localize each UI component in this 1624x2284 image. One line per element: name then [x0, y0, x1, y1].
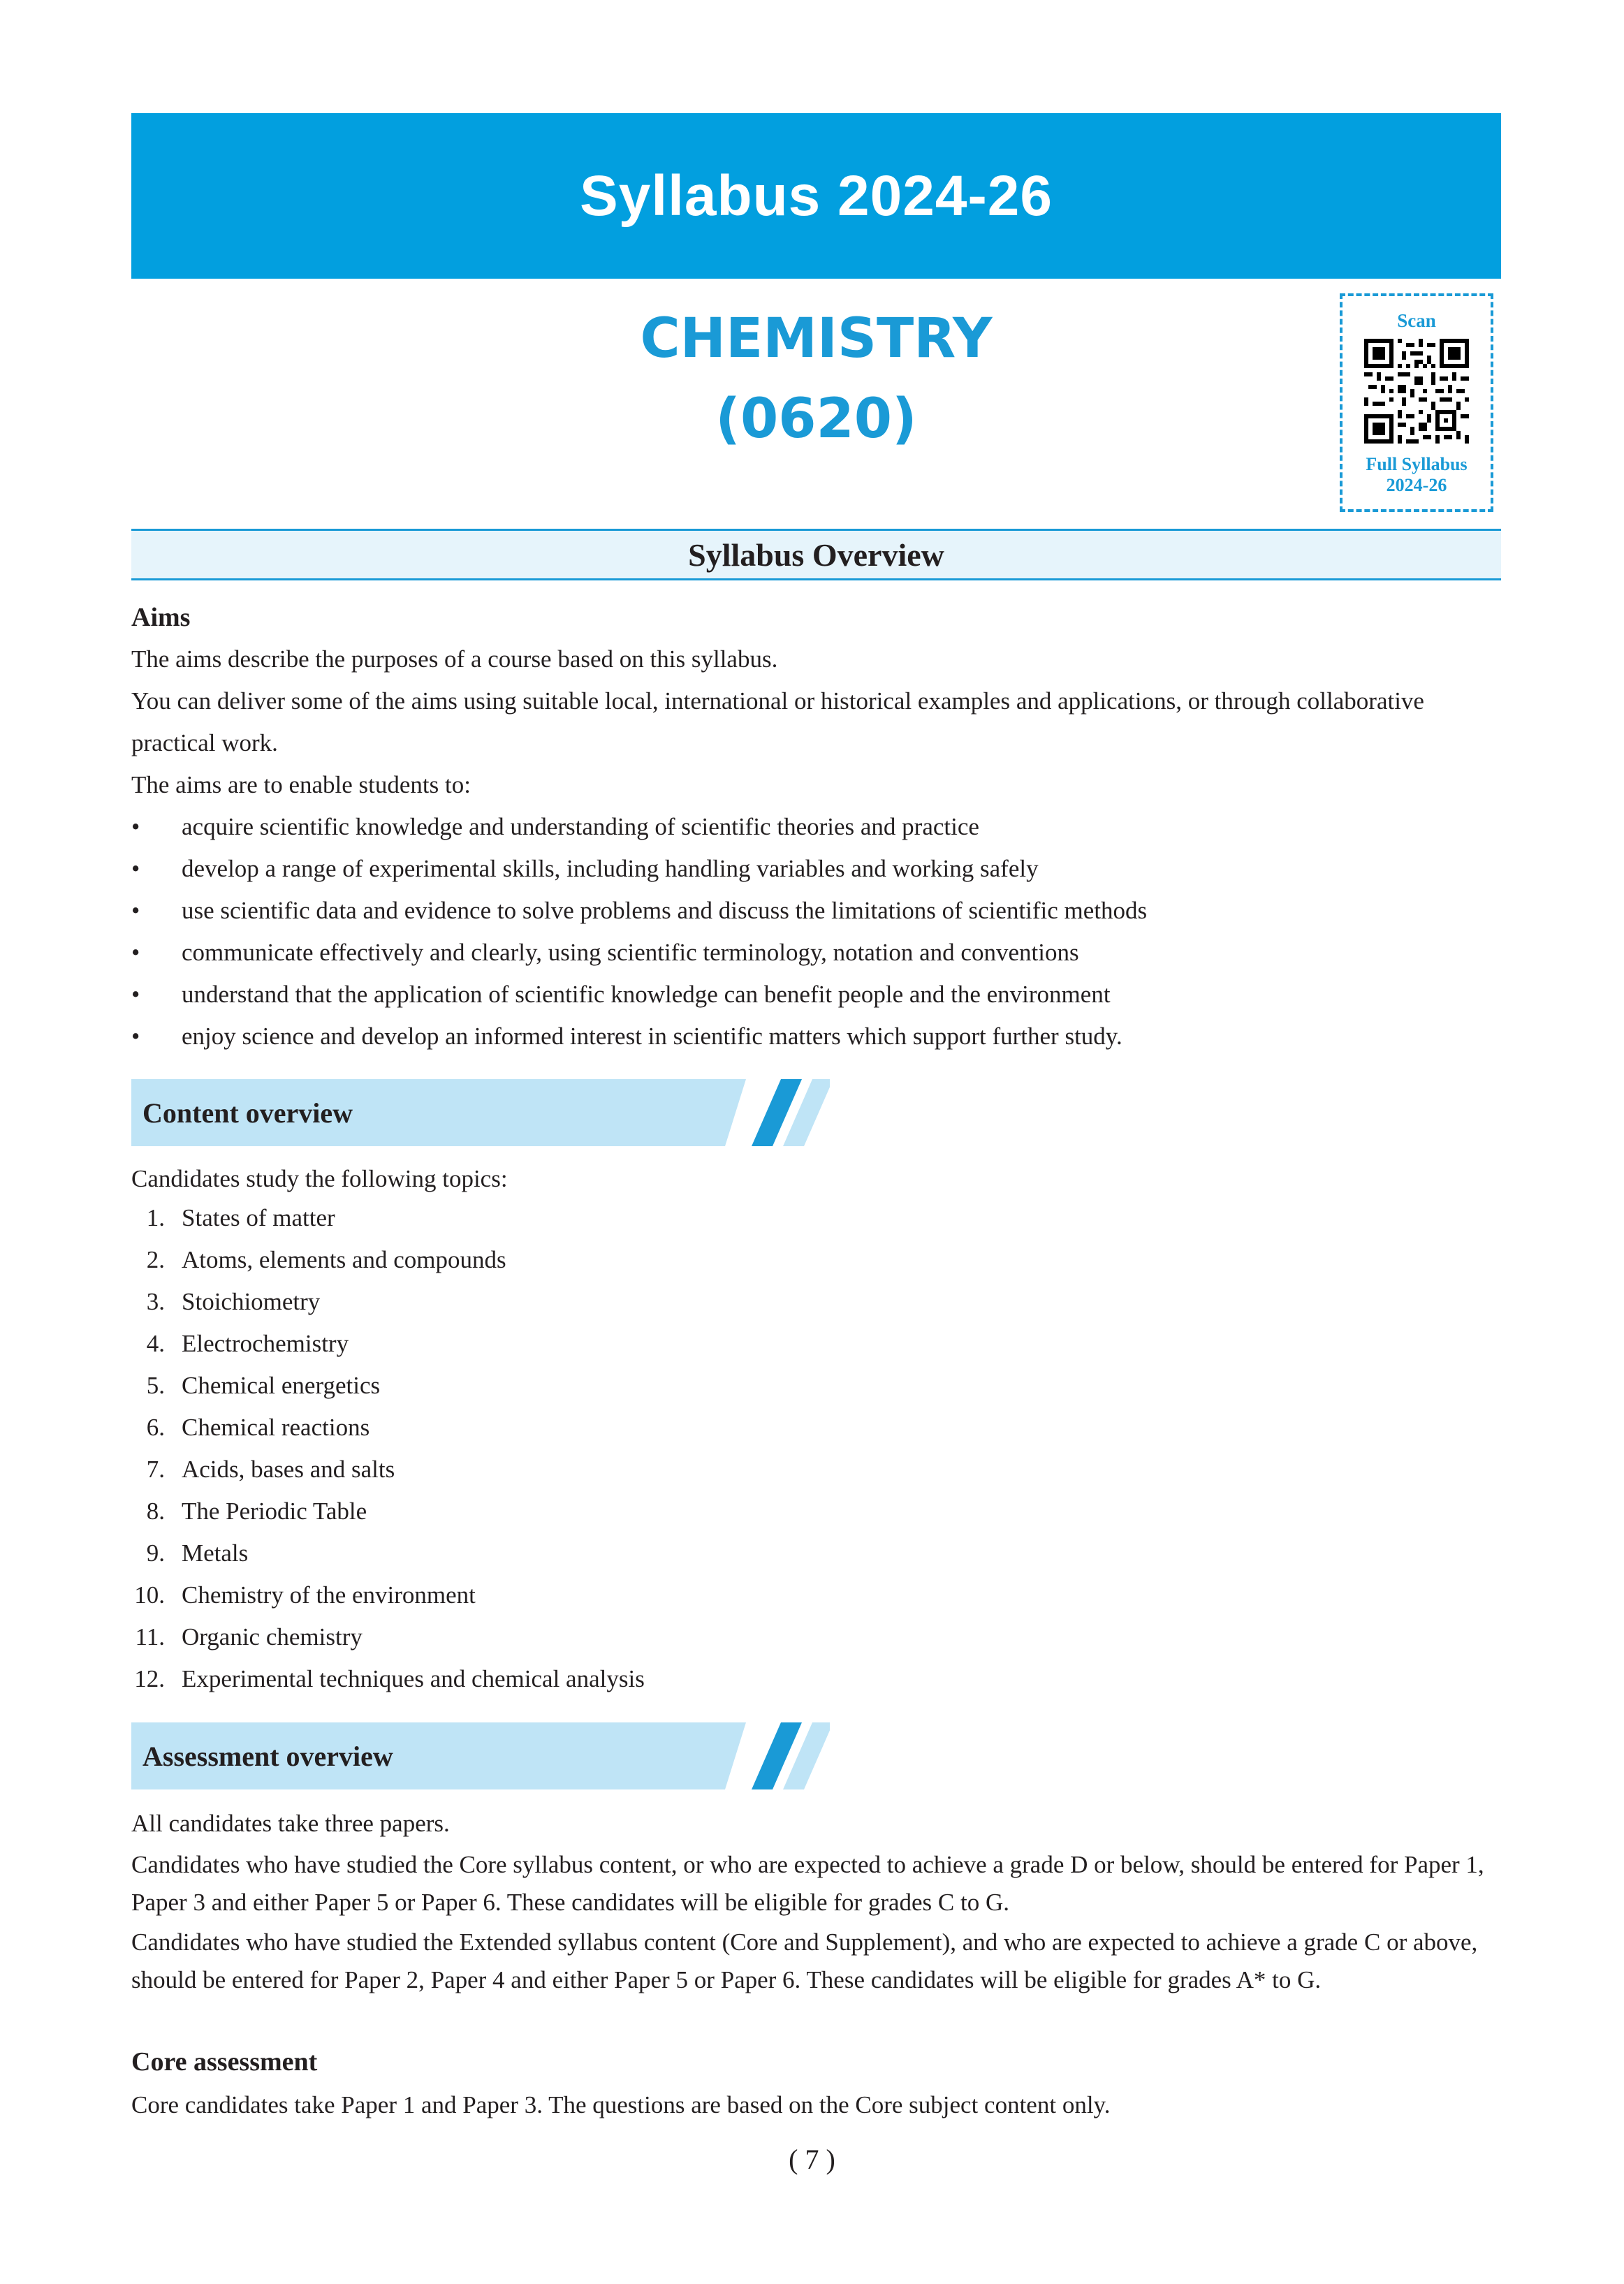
- bullet-icon: •: [131, 897, 140, 924]
- aims-para-3: The aims are to enable students to:: [131, 771, 471, 798]
- subject-name: CHEMISTRY: [640, 307, 993, 370]
- aims-para-1: The aims describe the purposes of a course based on this syllabus.: [131, 645, 778, 673]
- header-banner: [131, 113, 1501, 279]
- aims-para-2: You can deliver some of the aims using suitable local, international or historical examples and applications, or through collaborative practical work.: [131, 687, 1424, 756]
- qr-scan-label: Scan: [1397, 310, 1436, 331]
- core-assessment-text: Core candidates take Paper 1 and Paper 3. The questions are based on the Core subject content only.: [131, 2091, 1111, 2118]
- bullet-icon: •: [131, 813, 140, 840]
- bullet-icon: •: [131, 1023, 140, 1050]
- banner-title: Syllabus 2024-26: [580, 163, 1053, 228]
- qr-scan-box[interactable]: [1340, 293, 1493, 512]
- assessment-para-3: Candidates who have studied the Extended syllabus content (Core and Supplement), and who are expected to achieve a grade C or above, should be entered for Paper 2, Paper 4 and either Paper 5 or Paper 6. These candidates will be eligible for grades A* to G.: [131, 1928, 1478, 1993]
- content-overview-bar: [131, 1079, 830, 1146]
- bullet-icon: •: [131, 855, 140, 882]
- bullet-icon: •: [131, 939, 140, 966]
- qr-caption-line1: Full Syllabus: [1366, 454, 1468, 474]
- qr-caption: [1343, 454, 1491, 496]
- aims-heading: Aims: [131, 603, 191, 632]
- core-assessment-heading: Core assessment: [131, 2047, 318, 2077]
- bullet-icon: •: [131, 981, 140, 1008]
- subject-code: (0620): [715, 388, 917, 451]
- assessment-overview-heading: Assessment overview: [142, 1740, 393, 1772]
- assessment-para-2: Candidates who have studied the Core syllabus content, or who are expected to achieve a grade D or below, should be entered for Paper 1, Paper 3 and either Paper 5 or Paper 6. These candidates will be eligible for grades C to G.: [131, 1851, 1484, 1916]
- qr-caption-line2: 2024-26: [1386, 475, 1447, 495]
- assessment-para-1: All candidates take three papers.: [131, 1810, 450, 1837]
- assessment-overview-bar: [131, 1722, 830, 1789]
- syllabus-overview-bar: [131, 529, 1501, 580]
- qr-code-icon[interactable]: [1364, 339, 1469, 444]
- syllabus-overview-title: Syllabus Overview: [688, 536, 944, 573]
- content-overview-heading: Content overview: [142, 1097, 353, 1129]
- page-number: ( 7 ): [789, 2144, 835, 2175]
- content-intro: Candidates study the following topics:: [131, 1165, 508, 1192]
